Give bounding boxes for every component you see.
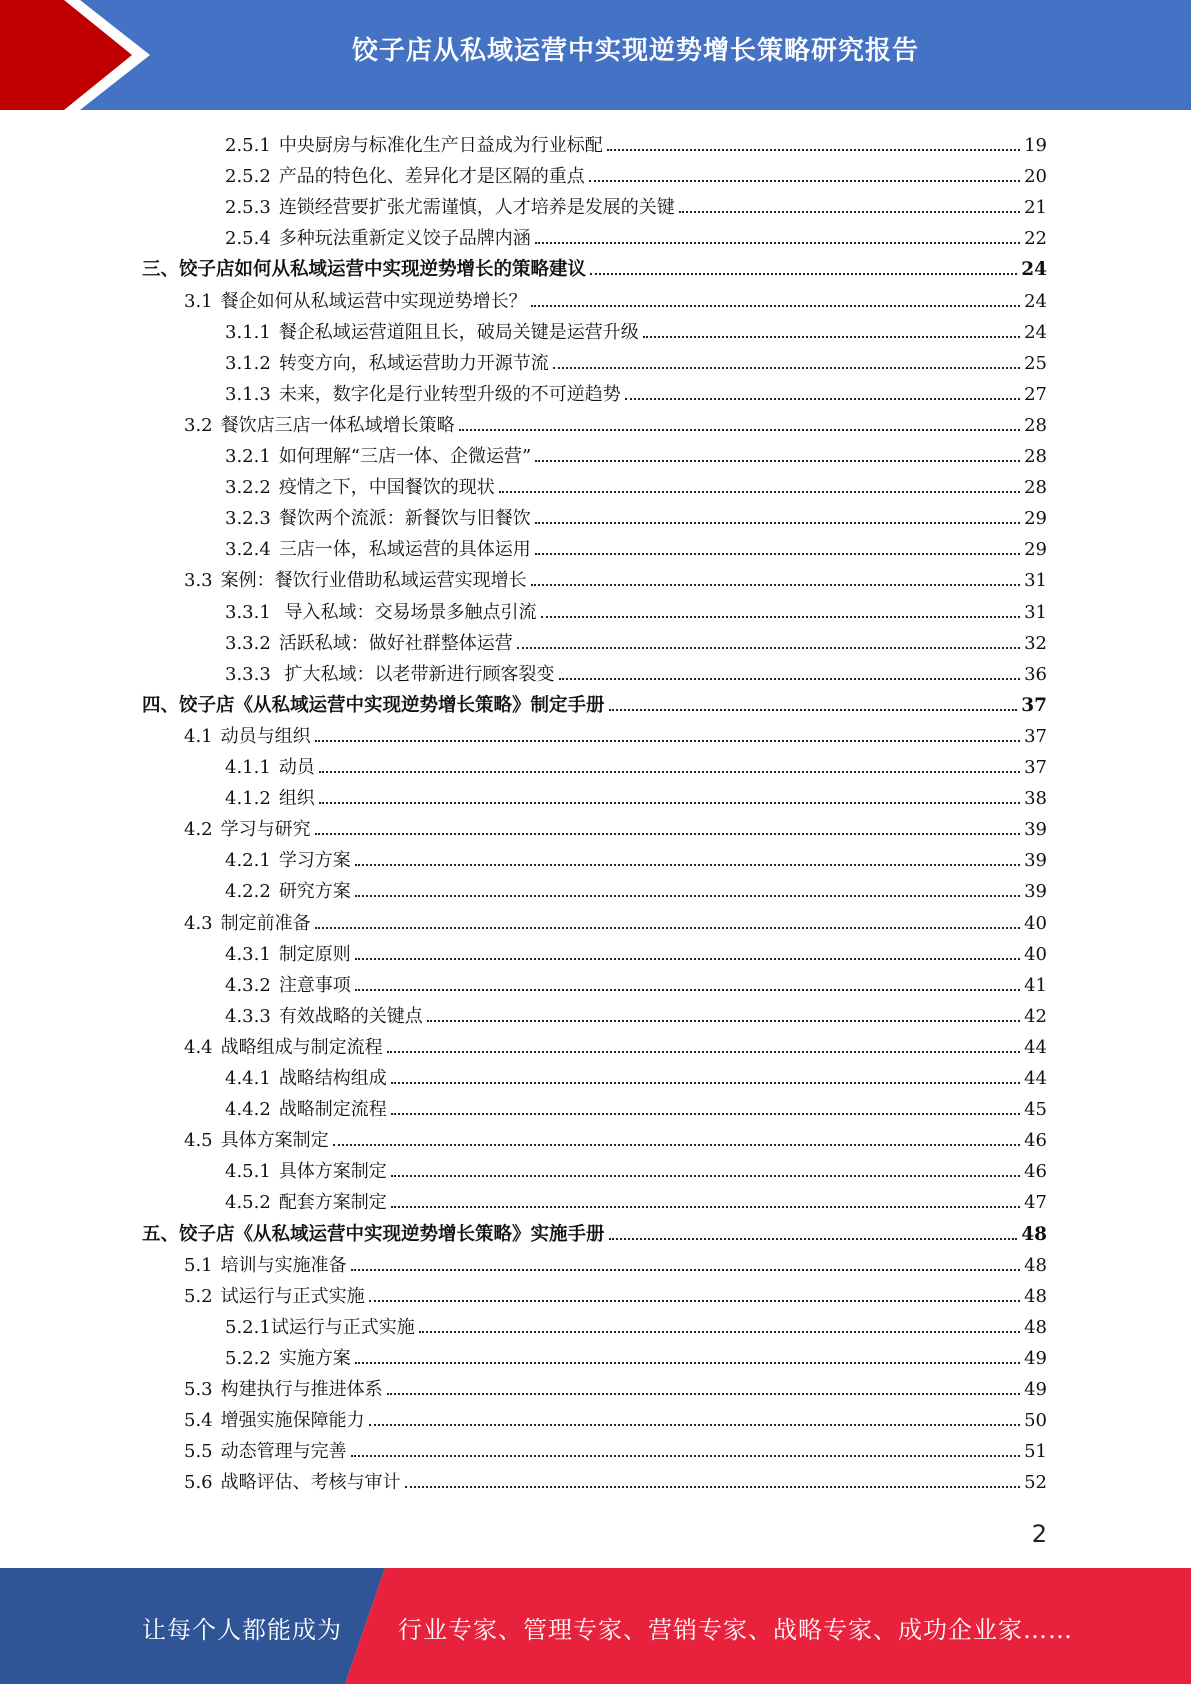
toc-dot-leader bbox=[541, 616, 1021, 618]
toc-entry-number: 4.3.1 bbox=[225, 943, 271, 965]
toc-entry-title: 配套方案制定 bbox=[278, 1192, 387, 1214]
toc-dot-leader bbox=[590, 273, 1017, 275]
toc-entry-title: 有效战略的关键点 bbox=[278, 1005, 423, 1027]
toc-entry-page: 28 bbox=[1024, 477, 1047, 499]
toc-entry[interactable] bbox=[225, 157, 1047, 188]
toc-entry-title: 饺子店《从私域运营中实现逆势增长策略》实施手册 bbox=[179, 1223, 605, 1245]
toc-entry-number: 5.2.1 bbox=[225, 1316, 271, 1338]
toc-entry-page: 24 bbox=[1021, 259, 1047, 281]
toc-entry-label bbox=[225, 1161, 389, 1183]
toc-dot-leader bbox=[369, 1424, 1020, 1426]
toc-entry-title: 实施方案 bbox=[278, 1347, 351, 1369]
toc-entry-title: 研究方案 bbox=[278, 881, 351, 903]
toc-entry-title: 具体方案制定 bbox=[278, 1161, 387, 1183]
toc-entry-title: 动态管理与完善 bbox=[220, 1441, 347, 1463]
toc-entry-number: 5.2.2 bbox=[225, 1347, 271, 1369]
toc-entry-page: 52 bbox=[1024, 1472, 1047, 1494]
toc-entry-page: 20 bbox=[1024, 166, 1047, 188]
toc-entry-label bbox=[225, 353, 551, 375]
toc-entry-label bbox=[142, 1224, 607, 1246]
toc-entry-label bbox=[184, 291, 529, 313]
toc-entry-number: 3.2.4 bbox=[225, 539, 271, 561]
toc-dot-leader bbox=[315, 833, 1020, 835]
toc-dot-leader bbox=[643, 336, 1020, 338]
toc-entry-label bbox=[184, 1037, 385, 1059]
toc-entry-page: 28 bbox=[1024, 414, 1047, 436]
toc-entry-page: 47 bbox=[1024, 1192, 1047, 1214]
toc-entry-label bbox=[184, 819, 313, 841]
toc-entry-label bbox=[225, 1068, 389, 1090]
toc-entry[interactable] bbox=[184, 1246, 1047, 1277]
toc-entry-label bbox=[225, 664, 557, 686]
toc-entry[interactable] bbox=[184, 1401, 1047, 1432]
toc-dot-leader bbox=[391, 1082, 1020, 1084]
toc-entry-page: 39 bbox=[1024, 881, 1047, 903]
toc-entry-page: 40 bbox=[1024, 912, 1047, 934]
toc-entry-title: 餐饮两个流派：新餐饮与旧餐饮 bbox=[278, 508, 531, 530]
toc-entry[interactable] bbox=[225, 1308, 1047, 1339]
toc-entry-number: 4.1.2 bbox=[225, 788, 271, 810]
toc-dot-leader bbox=[553, 367, 1020, 369]
toc-entry[interactable] bbox=[225, 1152, 1047, 1183]
toc-entry-page: 24 bbox=[1024, 290, 1047, 312]
toc-entry-label bbox=[225, 477, 497, 499]
toc-entry-number: 3.2.1 bbox=[225, 446, 271, 467]
toc-entry-page: 32 bbox=[1024, 632, 1047, 654]
toc-dot-leader bbox=[315, 740, 1020, 742]
toc-entry-number: 3.1.2 bbox=[225, 352, 271, 374]
toc-entry-number: 五、 bbox=[142, 1223, 180, 1245]
toc-entry-page: 25 bbox=[1024, 352, 1047, 374]
toc-dot-leader bbox=[559, 678, 1021, 680]
toc-entry-label bbox=[225, 322, 641, 344]
toc-entry-title: 构建执行与推进体系 bbox=[220, 1379, 383, 1400]
toc-dot-leader bbox=[607, 149, 1020, 151]
toc-entry[interactable] bbox=[184, 1121, 1047, 1152]
toc-dot-leader bbox=[391, 1113, 1020, 1115]
toc-dot-leader bbox=[369, 1300, 1020, 1302]
toc-entry-title: 案例：餐饮行业借助私域运营实现增长 bbox=[220, 570, 527, 592]
toc-entry-title: 战略组成与制定流程 bbox=[220, 1036, 383, 1058]
toc-entry-page: 46 bbox=[1024, 1130, 1047, 1152]
toc-entry-page: 51 bbox=[1024, 1441, 1047, 1463]
toc-entry-page: 48 bbox=[1021, 1223, 1047, 1245]
toc-entry-page: 29 bbox=[1024, 539, 1047, 561]
toc-dot-leader bbox=[355, 989, 1020, 991]
toc-entry-number: 4.2.2 bbox=[225, 881, 271, 903]
toc-dot-leader bbox=[535, 242, 1020, 244]
toc-entry-page: 49 bbox=[1024, 1347, 1047, 1369]
toc-entry-label bbox=[225, 228, 533, 250]
toc-entry[interactable] bbox=[184, 810, 1047, 841]
toc-dot-leader bbox=[355, 1362, 1020, 1364]
toc-entry[interactable] bbox=[184, 1028, 1047, 1059]
toc-entry-page: 36 bbox=[1024, 663, 1047, 685]
toc-entry-label bbox=[225, 384, 623, 406]
toc-entry-page: 38 bbox=[1024, 788, 1047, 810]
toc-dot-leader bbox=[589, 180, 1020, 182]
toc-entry-title: 餐企如何从私域运营中实现逆势增长？ bbox=[220, 290, 527, 312]
toc-entry-number: 5.1 bbox=[184, 1254, 213, 1276]
toc-entry-page: 19 bbox=[1024, 135, 1047, 156]
toc-dot-leader bbox=[531, 584, 1020, 586]
toc-entry-title: 三店一体，私域运营的具体运用 bbox=[278, 539, 531, 561]
toc-dot-leader bbox=[499, 491, 1020, 493]
toc-entry-label bbox=[142, 695, 607, 717]
toc-entry-number: 5.4 bbox=[184, 1410, 213, 1432]
toc-entry[interactable] bbox=[225, 748, 1047, 779]
toc-entry-label bbox=[225, 539, 533, 561]
toc-entry-label bbox=[225, 633, 515, 655]
toc-entry-title: 注意事项 bbox=[278, 974, 351, 996]
toc-entry-page: 41 bbox=[1024, 974, 1047, 996]
toc-entry-number: 4.2.1 bbox=[225, 850, 271, 872]
toc-entry-label bbox=[184, 1472, 403, 1494]
toc-dot-leader bbox=[387, 1393, 1020, 1395]
toc-dot-leader bbox=[391, 1206, 1020, 1208]
toc-dot-leader bbox=[609, 1238, 1018, 1240]
toc-entry-title: 战略制定流程 bbox=[278, 1099, 387, 1121]
toc-entry-title: 试运行与正式实施 bbox=[270, 1316, 415, 1338]
page-header bbox=[0, 0, 1191, 110]
toc-entry-number: 4.3.3 bbox=[225, 1005, 271, 1027]
toc-entry[interactable] bbox=[184, 282, 1047, 313]
page-number: 2 bbox=[1031, 1520, 1047, 1548]
toc-entry[interactable] bbox=[225, 1090, 1047, 1121]
toc-entry-page: 37 bbox=[1024, 757, 1047, 778]
toc-dot-leader bbox=[355, 895, 1020, 897]
toc-entry-label bbox=[225, 602, 539, 624]
toc-entry-page: 44 bbox=[1024, 1068, 1047, 1089]
toc-entry-title: 未来，数字化是行业转型升级的不可逆趋势 bbox=[278, 383, 621, 405]
toc-entry[interactable] bbox=[184, 1432, 1047, 1463]
toc-entry-number: 4.1 bbox=[184, 725, 213, 747]
toc-entry-label bbox=[225, 166, 587, 188]
toc-entry-title: 多种玩法重新定义饺子品牌内涵 bbox=[278, 228, 531, 250]
toc-entry-number: 4.3.2 bbox=[225, 974, 271, 996]
toc-entry-page: 46 bbox=[1024, 1161, 1047, 1183]
toc-entry-title: 培训与实施准备 bbox=[220, 1254, 347, 1276]
toc-entry[interactable] bbox=[225, 344, 1047, 375]
toc-entry-number: 3.2 bbox=[184, 414, 213, 436]
toc-entry-page: 45 bbox=[1024, 1099, 1047, 1121]
toc-entry[interactable] bbox=[184, 406, 1047, 437]
toc-entry-label bbox=[225, 788, 317, 810]
toc-dot-leader bbox=[679, 211, 1020, 213]
toc-entry-page: 22 bbox=[1024, 228, 1047, 250]
toc-entry-title: 饺子店《从私域运营中实现逆势增长策略》制定手册 bbox=[179, 694, 605, 716]
toc-entry-title: 活跃私域：做好社群整体运营 bbox=[278, 632, 513, 654]
toc-entry-label bbox=[225, 850, 353, 872]
toc-entry-title: 动员 bbox=[278, 757, 315, 778]
toc-entry-label bbox=[225, 446, 533, 468]
toc-entry-label bbox=[184, 726, 313, 748]
toc-entry-label bbox=[225, 881, 353, 903]
toc-entry-label bbox=[184, 1379, 385, 1401]
toc-entry-label bbox=[184, 1410, 367, 1432]
footer-slogan-right: 行业专家、管理专家、营销专家、战略专家、成功企业家…… bbox=[398, 1616, 1073, 1644]
toc-entry[interactable] bbox=[225, 593, 1047, 624]
toc-entry-page: 27 bbox=[1024, 383, 1047, 405]
toc-entry-number: 4.5 bbox=[184, 1130, 213, 1152]
toc-entry[interactable] bbox=[225, 872, 1047, 903]
toc-entry-title: 产品的特色化、差异化才是区隔的重点 bbox=[278, 166, 585, 188]
toc-entry-number: 3.3.3 bbox=[225, 663, 271, 685]
toc-entry-number: 3.1.3 bbox=[225, 383, 271, 405]
toc-entry-label bbox=[225, 508, 533, 530]
toc-entry[interactable] bbox=[225, 437, 1047, 468]
toc-dot-leader bbox=[391, 1175, 1020, 1177]
toc-dot-leader bbox=[351, 1455, 1020, 1457]
toc-entry-title: 试运行与正式实施 bbox=[220, 1285, 365, 1307]
toc-entry-label bbox=[184, 1255, 349, 1277]
toc-entry-title: 组织 bbox=[278, 788, 315, 810]
toc-entry-number: 4.4.1 bbox=[225, 1068, 271, 1089]
toc-entry-number: 3.1.1 bbox=[225, 321, 271, 343]
toc-dot-leader bbox=[387, 1051, 1020, 1053]
toc-entry[interactable] bbox=[225, 997, 1047, 1028]
toc-entry-number: 4.5.1 bbox=[225, 1161, 271, 1183]
toc-entry-label bbox=[142, 259, 588, 281]
toc-entry-page: 39 bbox=[1024, 819, 1047, 841]
toc-entry-title: 学习与研究 bbox=[220, 819, 311, 841]
toc-entry[interactable] bbox=[225, 188, 1047, 219]
report-title: 饺子店从私域运营中实现逆势增长策略研究报告 bbox=[351, 36, 919, 66]
toc-entry-title: 中央厨房与标准化生产日益成为行业标配 bbox=[278, 135, 603, 156]
toc-entry[interactable] bbox=[225, 966, 1047, 997]
toc-entry-page: 24 bbox=[1024, 321, 1047, 343]
toc-entry-page: 40 bbox=[1024, 943, 1047, 965]
toc-dot-leader bbox=[315, 927, 1020, 929]
toc-dot-leader bbox=[419, 1331, 1020, 1333]
toc-entry-label bbox=[225, 1317, 417, 1339]
toc-dot-leader bbox=[319, 771, 1020, 773]
toc-entry-title: 如何理解“三店一体、企微运营” bbox=[278, 446, 532, 467]
toc-entry[interactable] bbox=[184, 904, 1047, 935]
toc-entry-title: 战略结构组成 bbox=[278, 1068, 387, 1089]
toc-entry-label bbox=[184, 1130, 331, 1152]
toc-entry[interactable] bbox=[225, 1183, 1047, 1214]
toc-entry-label bbox=[184, 913, 313, 935]
toc-entry[interactable] bbox=[225, 779, 1047, 810]
toc-entry-title: 学习方案 bbox=[278, 850, 351, 872]
toc-entry-page: 28 bbox=[1024, 446, 1047, 467]
toc-entry[interactable] bbox=[225, 375, 1047, 406]
toc-entry-number: 2.5.4 bbox=[225, 228, 271, 250]
toc-entry[interactable] bbox=[225, 655, 1047, 686]
toc-entry-label bbox=[225, 975, 353, 997]
toc-entry-number: 5.6 bbox=[184, 1472, 213, 1494]
toc-entry-title: 疫情之下，中国餐饮的现状 bbox=[278, 477, 495, 499]
toc-entry-title: 制定前准备 bbox=[220, 912, 311, 934]
toc-dot-leader bbox=[405, 1486, 1020, 1488]
toc-dot-leader bbox=[609, 709, 1018, 711]
toc-entry-title: 动员与组织 bbox=[220, 725, 311, 747]
toc-entry-number: 四、 bbox=[142, 694, 180, 716]
toc-entry-label bbox=[184, 1441, 349, 1463]
toc-entry-number: 3.2.3 bbox=[225, 508, 271, 530]
toc-entry[interactable] bbox=[142, 250, 1047, 281]
toc-entry-number: 2.5.3 bbox=[225, 197, 271, 219]
toc-entry[interactable] bbox=[184, 1463, 1047, 1494]
toc-entry-label bbox=[225, 135, 605, 157]
toc-entry-page: 50 bbox=[1024, 1410, 1047, 1432]
toc-entry-label bbox=[225, 197, 677, 219]
toc-entry[interactable] bbox=[184, 1277, 1047, 1308]
toc-entry-number: 3.3 bbox=[184, 570, 213, 592]
toc-entry[interactable] bbox=[225, 499, 1047, 530]
toc-entry-number: 2.5.1 bbox=[225, 135, 271, 156]
toc-entry[interactable] bbox=[225, 935, 1047, 966]
toc-entry[interactable] bbox=[142, 686, 1047, 717]
toc-entry-title: 具体方案制定 bbox=[220, 1130, 329, 1152]
toc-entry[interactable] bbox=[225, 1059, 1047, 1090]
toc-entry[interactable] bbox=[184, 561, 1047, 592]
toc-dot-leader bbox=[517, 647, 1020, 649]
toc-dot-leader bbox=[535, 522, 1020, 524]
toc-entry-label bbox=[225, 1099, 389, 1121]
toc-entry-page: 44 bbox=[1024, 1036, 1047, 1058]
toc-entry-title: 制定原则 bbox=[278, 943, 351, 965]
toc-entry-title: 转变方向，私域运营助力开源节流 bbox=[278, 352, 549, 374]
toc-entry-page: 42 bbox=[1024, 1005, 1047, 1027]
toc-entry-label bbox=[184, 415, 457, 437]
toc-dot-leader bbox=[531, 305, 1020, 307]
page-footer bbox=[0, 1568, 1191, 1684]
toc-entry[interactable] bbox=[225, 624, 1047, 655]
toc-entry-number: 4.2 bbox=[184, 819, 213, 841]
toc-entry-number: 3.1 bbox=[184, 290, 213, 312]
toc-dot-leader bbox=[535, 460, 1020, 462]
toc-dot-leader bbox=[535, 553, 1020, 555]
toc-entry-number: 2.5.2 bbox=[225, 166, 271, 188]
toc-entry-page: 48 bbox=[1024, 1316, 1047, 1338]
toc-entry-title: 餐饮店三店一体私域增长策略 bbox=[220, 414, 455, 436]
toc-entry[interactable] bbox=[225, 841, 1047, 872]
toc-entry-number: 3.2.2 bbox=[225, 477, 271, 499]
toc-dot-leader bbox=[427, 1020, 1020, 1022]
toc-entry-number: 4.1.1 bbox=[225, 757, 271, 778]
toc-entry-number: 4.4.2 bbox=[225, 1099, 271, 1121]
toc-entry-title: 扩大私域：以老带新进行顾客裂变 bbox=[278, 663, 555, 685]
toc-dot-leader bbox=[355, 864, 1020, 866]
toc-dot-leader bbox=[625, 398, 1020, 400]
toc-entry[interactable] bbox=[184, 717, 1047, 748]
toc-dot-leader bbox=[351, 1269, 1020, 1271]
toc-entry-label bbox=[184, 1286, 367, 1308]
toc-entry-title: 战略评估、考核与审计 bbox=[220, 1472, 401, 1494]
toc-entry-number: 5.3 bbox=[184, 1379, 213, 1400]
toc-entry-label bbox=[184, 570, 529, 592]
toc-entry-label bbox=[225, 1348, 353, 1370]
toc-entry-page: 48 bbox=[1024, 1285, 1047, 1307]
toc-entry-number: 4.4 bbox=[184, 1036, 213, 1058]
toc-entry-page: 48 bbox=[1024, 1254, 1047, 1276]
toc-entry-page: 21 bbox=[1024, 197, 1047, 219]
toc-entry-number: 3.3.2 bbox=[225, 632, 271, 654]
toc-entry-title: 餐企私域运营道阻且长，破局关键是运营升级 bbox=[278, 321, 639, 343]
toc-entry-page: 31 bbox=[1024, 601, 1047, 623]
toc-entry-page: 49 bbox=[1024, 1379, 1047, 1400]
toc-entry-number: 4.5.2 bbox=[225, 1192, 271, 1214]
toc-entry-page: 39 bbox=[1024, 850, 1047, 872]
toc-entry-number: 5.2 bbox=[184, 1285, 213, 1307]
footer-slogan-left: 让每个人都能成为 bbox=[142, 1616, 342, 1644]
toc-entry-number: 3.3.1 bbox=[225, 601, 271, 623]
toc-dot-leader bbox=[355, 958, 1020, 960]
toc-entry-label bbox=[225, 1006, 425, 1028]
toc-entry-page: 29 bbox=[1024, 508, 1047, 530]
toc-entry-number: 5.5 bbox=[184, 1441, 213, 1463]
toc-entry-number: 4.3 bbox=[184, 912, 213, 934]
toc-entry-label bbox=[225, 1192, 389, 1214]
toc-entry[interactable] bbox=[142, 1215, 1047, 1246]
toc-dot-leader bbox=[319, 802, 1020, 804]
toc-entry-title: 饺子店如何从私域运营中实现逆势增长的策略建议 bbox=[179, 259, 587, 281]
toc-entry[interactable] bbox=[225, 468, 1047, 499]
toc-entry-number: 三、 bbox=[142, 259, 180, 281]
toc-entry-page: 37 bbox=[1021, 694, 1047, 716]
toc-entry[interactable] bbox=[184, 1370, 1047, 1401]
toc-entry-title: 导入私域：交易场景多触点引流 bbox=[278, 601, 537, 623]
toc-entry[interactable] bbox=[225, 1339, 1047, 1370]
toc-entry[interactable] bbox=[225, 530, 1047, 561]
toc-entry-title: 增强实施保障能力 bbox=[220, 1410, 365, 1432]
toc-dot-leader bbox=[459, 429, 1020, 431]
toc-entry-page: 37 bbox=[1024, 725, 1047, 747]
toc-entry-label bbox=[225, 944, 353, 966]
toc-entry-label bbox=[225, 757, 317, 779]
toc-entry-page: 31 bbox=[1024, 570, 1047, 592]
toc-entry[interactable] bbox=[225, 126, 1047, 157]
toc-entry-title: 连锁经营要扩张尤需谨慎，人才培养是发展的关键 bbox=[278, 197, 675, 219]
toc-entry[interactable] bbox=[225, 313, 1047, 344]
toc-entry[interactable] bbox=[225, 219, 1047, 250]
toc-dot-leader bbox=[333, 1144, 1020, 1146]
